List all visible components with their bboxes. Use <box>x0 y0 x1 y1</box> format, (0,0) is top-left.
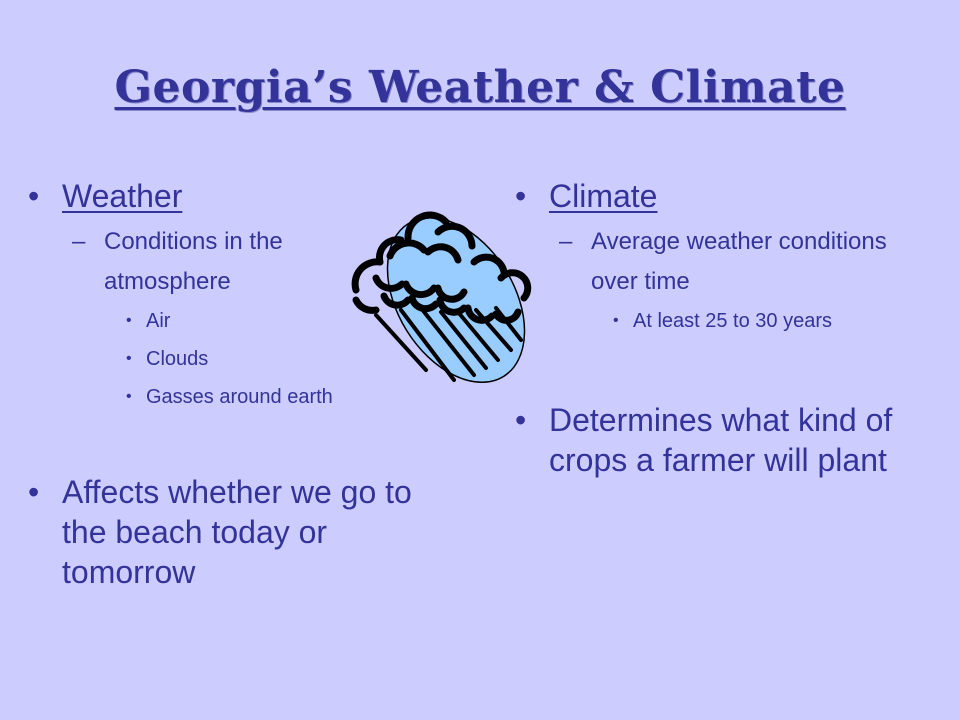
weather-affects-bullet: • Affects whether we go to the beach today or tomorrow <box>28 474 412 590</box>
page-title: Georgia’s Weather & Climate <box>114 62 846 113</box>
climate-definition: Average weather conditions over time <box>591 228 887 295</box>
weather-item: • Air <box>126 310 171 332</box>
weather-item: • Clouds <box>126 348 209 370</box>
rain-cloud-icon <box>346 200 546 400</box>
weather-heading[interactable]: Weather <box>62 178 183 214</box>
weather-affects-text: Affects whether we go to the beach today or tomorrow <box>62 474 412 590</box>
climate-item: • At least 25 to 30 years <box>613 310 833 332</box>
climate-determines-bullet: • Determines what kind of crops a farmer will plant <box>515 402 893 478</box>
climate-column <box>515 176 935 480</box>
climate-subpoint: – Average weather conditions over time <box>559 228 887 295</box>
weather-definition: Conditions in the atmosphere <box>104 228 283 295</box>
climate-heading[interactable]: Climate <box>549 178 658 214</box>
weather-subpoint: – Conditions in the atmosphere <box>72 228 283 295</box>
climate-bullet: • Climate <box>515 178 658 214</box>
weather-bullet: • Weather <box>28 178 183 214</box>
climate-determines-text: Determines what kind of crops a farmer will plant <box>549 402 893 478</box>
weather-item: • Gasses around earth <box>126 386 333 408</box>
